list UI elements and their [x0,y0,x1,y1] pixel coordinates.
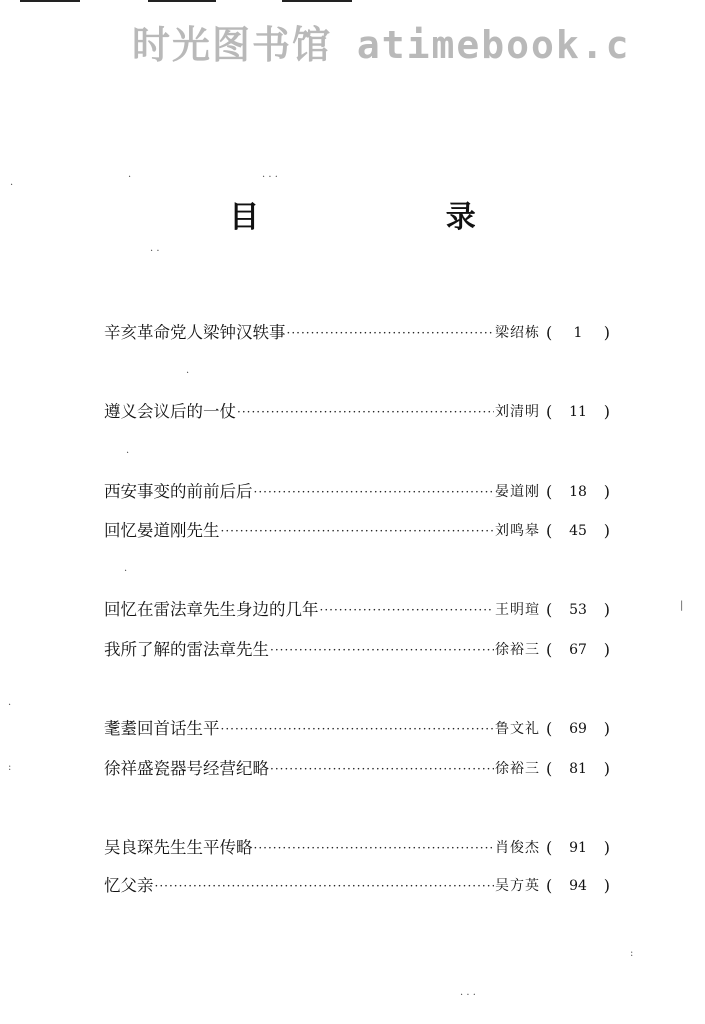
entry-page-number: 1 [573,325,583,341]
entry-title: 耄耋回首话生平 [104,719,220,738]
leader-dots [254,479,495,505]
top-rule-right [282,0,352,2]
entry-page: ( 1 ) [540,320,610,346]
entry-page: ( 53 ) [540,597,610,623]
toc-entry[interactable] [104,479,610,505]
entry-author: 梁绍栋 [495,325,540,341]
toc-entry[interactable] [104,756,610,782]
leader-dots [221,518,495,544]
entry-author: 肖俊杰 [495,840,540,856]
entry-page-number: 18 [569,484,587,500]
page-title: 目 录 [229,200,564,235]
top-rule-left [20,0,80,2]
entry-page-number: 67 [569,642,587,658]
entry-page-number: 81 [569,761,587,777]
toc-entry[interactable] [104,320,610,346]
entry-author: 徐裕三 [495,642,540,658]
entry-page: ( 81 ) [540,756,610,782]
leader-dots [287,320,495,346]
scan-speck: : [630,948,634,959]
entry-title: 忆父亲 [104,876,154,895]
entry-author: 吴方英 [495,878,540,894]
entry-author: 王明瑄 [495,602,540,618]
entry-page-number: 45 [569,523,587,539]
entry-page: ( 69 ) [540,716,610,742]
toc-entry[interactable] [104,873,610,899]
leader-dots [237,399,494,425]
scan-speck: | [680,600,684,611]
scan-speck: · [124,566,128,577]
entry-author: 刘鸣皋 [495,523,540,539]
scan-speck: · [10,180,14,191]
toc-entry[interactable] [104,518,610,544]
leader-dots [221,716,495,742]
scan-speck: · [126,448,130,459]
entry-title: 遵义会议后的一仗 [104,402,236,421]
entry-page-number: 91 [569,840,587,856]
scan-speck: · · [150,246,160,257]
toc-entry[interactable] [104,597,610,623]
toc-entry[interactable] [104,637,610,663]
entry-page-number: 11 [569,404,587,420]
entry-page: ( 11 ) [540,399,610,425]
toc-entry[interactable] [104,835,610,861]
leader-dots [254,835,495,861]
leader-dots [320,597,495,623]
watermark: 时光图书馆 atimebook.c [132,23,631,67]
entry-title: 回忆在雷法章先生身边的几年 [104,600,319,619]
entry-page-number: 94 [569,878,587,894]
scan-speck: · · · [262,172,278,183]
entry-page: ( 94 ) [540,873,610,899]
entry-page: ( 91 ) [540,835,610,861]
entry-page: ( 45 ) [540,518,610,544]
entry-title: 徐祥盛瓷器号经营纪略 [104,759,269,778]
entry-page: ( 67 ) [540,637,610,663]
entry-author: 晏道刚 [495,484,540,500]
entry-title: 回忆晏道刚先生 [104,521,220,540]
entry-author: 鲁文礼 [495,721,540,737]
entry-page: ( 18 ) [540,479,610,505]
leader-dots [270,756,494,782]
entry-title: 西安事变的前前后后 [104,482,253,501]
toc-entry[interactable] [104,399,610,425]
entry-title: 辛亥革命党人梁钟汉轶事 [104,323,286,342]
entry-title: 我所了解的雷法章先生 [104,640,269,659]
scan-speck: : [8,762,12,773]
leader-dots [270,637,494,663]
entry-page-number: 53 [569,602,587,618]
top-rule-middle [148,0,216,2]
scan-speck: · [186,368,190,379]
scan-speck: · [128,172,132,183]
toc-entry[interactable] [104,716,610,742]
entry-title: 吴良琛先生生平传略 [104,838,253,857]
leader-dots [155,873,495,899]
entry-page-number: 69 [569,721,587,737]
entry-author: 徐裕三 [495,761,540,777]
scan-speck: · · · [460,990,476,1001]
scan-speck: · [8,700,12,711]
entry-author: 刘清明 [495,404,540,420]
